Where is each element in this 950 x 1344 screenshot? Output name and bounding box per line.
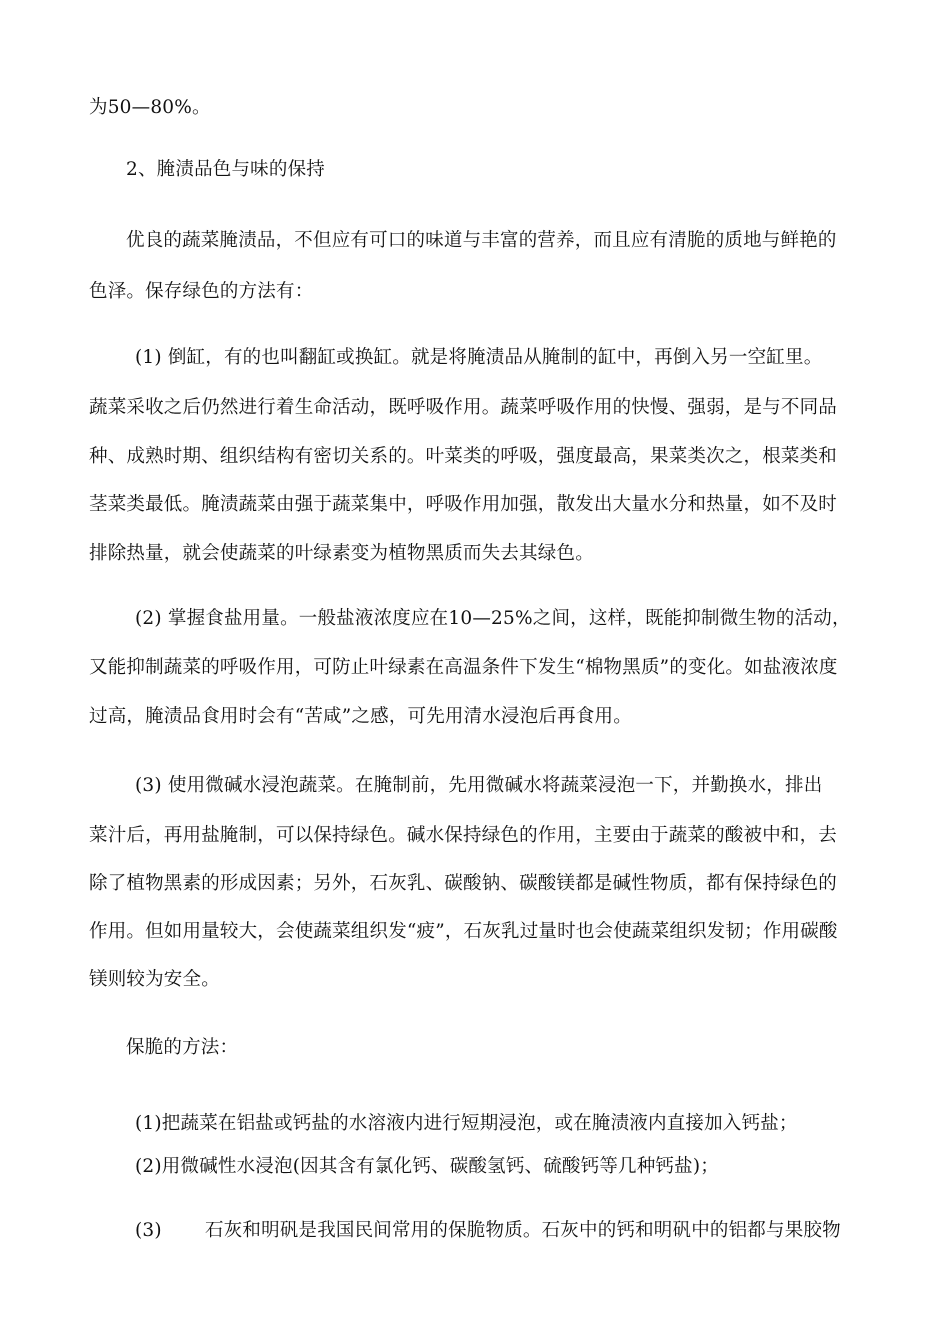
text-line: (1) 倒缸，有的也叫翻缸或换缸。就是将腌渍品从腌制的缸中，再倒入另一空缸里。: [135, 347, 823, 368]
list-item: 石灰和明矾是我国民间常用的保脆物质。石灰中的钙和明矾中的铝都与果胶物: [205, 1220, 841, 1241]
text-line: 排除热量，就会使蔬菜的叶绿素变为植物黑质而失去其绿色。: [89, 543, 594, 564]
text-line: 优良的蔬菜腌渍品，不但应有可口的味道与丰富的营养，而且应有清脆的质地与鲜艳的: [126, 230, 837, 251]
section-heading: 2、腌渍品色与味的保持: [126, 159, 325, 180]
text-line: 作用。但如用量较大，会使蔬菜组织发“疲”，石灰乳过量时也会使蔬菜组织发韧；作用碳酸: [89, 921, 838, 942]
list-item: (1)把蔬菜在铝盐或钙盐的水溶液内进行短期浸泡，或在腌渍液内直接加入钙盐；: [135, 1113, 798, 1134]
text-line: 过高，腌渍品食用时会有“苦咸”之感，可先用清水浸泡后再食用。: [89, 706, 632, 727]
text-line: 为50—80%。: [89, 97, 211, 118]
text-line: 色泽。保存绿色的方法有：: [89, 281, 314, 302]
text-line: 除了植物黑素的形成因素；另外，石灰乳、碳酸钠、碳酸镁都是碱性物质，都有保持绿色的: [89, 873, 838, 894]
text-line: (3) 使用微碱水浸泡蔬菜。在腌制前，先用微碱水将蔬菜浸泡一下，并勤换水，排出: [135, 775, 823, 796]
text-line: (2) 掌握食盐用量。一般盐液浓度应在10—25%之间，这样，既能抑制微生物的活动，: [135, 608, 851, 629]
text-line: 菜汁后，再用盐腌制，可以保持绿色。碱水保持绿色的作用，主要由于蔬菜的酸被中和，去: [89, 825, 838, 846]
text-line: 保脆的方法：: [126, 1037, 239, 1058]
text-line: 又能抑制蔬菜的呼吸作用，可防止叶绿素在高温条件下发生“棉物黑质”的变化。如盐液浓度: [89, 657, 838, 678]
list-item: (2)用微碱性水浸泡(因其含有氯化钙、碳酸氢钙、硫酸钙等几种钙盐)；: [135, 1156, 719, 1177]
text-line: 蔬菜采收之后仍然进行着生命活动，既呼吸作用。蔬菜呼吸作用的快慢、强弱，是与不同品: [89, 397, 838, 418]
text-line: 茎菜类最低。腌渍蔬菜由强于蔬菜集中，呼吸作用加强，散发出大量水分和热量，如不及时: [89, 494, 838, 515]
text-line: 镁则较为安全。: [89, 969, 220, 990]
list-item-number: (3): [135, 1220, 162, 1241]
text-line: 种、成熟时期、组织结构有密切关系的。叶菜类的呼吸，强度最高，果菜类次之，根菜类和: [89, 446, 838, 467]
